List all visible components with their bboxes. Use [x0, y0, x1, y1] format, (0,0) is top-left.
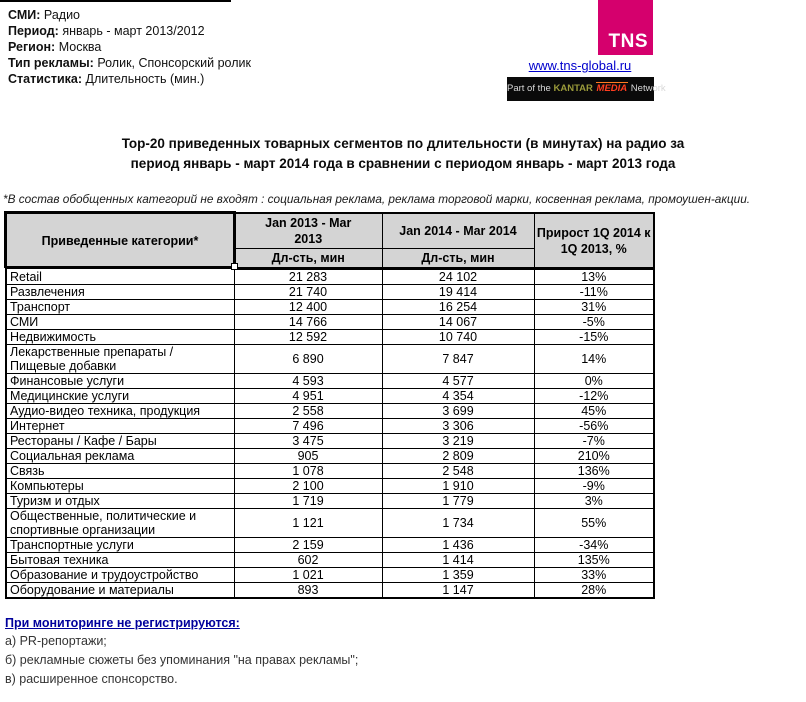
cell-duration-2013: 6 890: [234, 345, 382, 374]
table-row: [6, 479, 654, 494]
cell-category: Бытовая техника: [6, 553, 234, 568]
kantar-brand-text: KANTAR: [553, 83, 593, 94]
cell-duration-2013: 4 951: [234, 389, 382, 404]
period-2013-label: Jan 2013 - Mar 2013: [265, 216, 352, 246]
cell-growth: 0%: [534, 374, 654, 389]
table-row: [6, 285, 654, 300]
cell-category: Транспорт: [6, 300, 234, 315]
cell-growth: -11%: [534, 285, 654, 300]
cell-duration-2013: 893: [234, 583, 382, 599]
cell-duration-2013: 602: [234, 553, 382, 568]
cell-duration-2013: 1 121: [234, 509, 382, 538]
cell-growth: -7%: [534, 434, 654, 449]
tns-global-link[interactable]: www.tns-global.ru: [528, 58, 632, 73]
cell-category: Связь: [6, 464, 234, 479]
cell-duration-2013: 12 400: [234, 300, 382, 315]
cell-growth: 136%: [534, 464, 654, 479]
cell-duration-2014: 1 436: [382, 538, 534, 553]
cell-duration-2014: 14 067: [382, 315, 534, 330]
monitoring-note-item: в) расширенное спонсорство.: [5, 672, 178, 686]
cell-duration-2013: 7 496: [234, 419, 382, 434]
table-row: [6, 538, 654, 553]
cell-duration-2014: 2 809: [382, 449, 534, 464]
cell-growth: 45%: [534, 404, 654, 419]
meta-value: Ролик, Спонсорский ролик: [97, 56, 251, 70]
cell-duration-2013: 2 558: [234, 404, 382, 419]
cell-duration-2013: 4 593: [234, 374, 382, 389]
table-row: [6, 509, 654, 538]
table-row: [6, 404, 654, 419]
cell-duration-2013: 1 719: [234, 494, 382, 509]
meta-value: Длительность (мин.): [85, 72, 205, 86]
cell-duration-2014: 19 414: [382, 285, 534, 300]
table-body: [6, 269, 654, 599]
cell-duration-2014: 1 779: [382, 494, 534, 509]
cell-duration-2014: 16 254: [382, 300, 534, 315]
cell-category: Образование и трудоустройство: [6, 568, 234, 583]
cell-duration-2013: 3 475: [234, 434, 382, 449]
table-row: [6, 434, 654, 449]
cell-duration-2014: 1 147: [382, 583, 534, 599]
cell-category: Общественные, политические и спортивные организации: [6, 509, 234, 538]
cell-duration-2014: 1 910: [382, 479, 534, 494]
table-row: [6, 568, 654, 583]
col-header-growth: Прирост 1Q 2014 к 1Q 2013, %: [534, 213, 654, 269]
cell-duration-2014: 2 548: [382, 464, 534, 479]
subheader-duration-2014: Дл-сть, мин: [382, 249, 534, 269]
kantar-media-banner: [507, 77, 666, 101]
cell-duration-2014: 3 306: [382, 419, 534, 434]
report-title: [0, 134, 806, 174]
meta-label: СМИ:: [8, 8, 41, 22]
table-header: [6, 213, 654, 269]
cell-growth: 55%: [534, 509, 654, 538]
col-header-categories: Приведенные категории*: [6, 213, 234, 269]
cell-duration-2014: 3 699: [382, 404, 534, 419]
table-row: [6, 345, 654, 374]
report-meta: [8, 7, 251, 87]
meta-value: Москва: [58, 40, 102, 54]
col-header-period-2013: [234, 213, 382, 249]
meta-row: [8, 39, 251, 55]
cell-growth: -9%: [534, 479, 654, 494]
cell-duration-2014: 1 359: [382, 568, 534, 583]
cell-growth: -15%: [534, 330, 654, 345]
cell-growth: -12%: [534, 389, 654, 404]
segments-table: [5, 212, 655, 599]
cell-category: Туризм и отдых: [6, 494, 234, 509]
table-row: [6, 449, 654, 464]
cell-growth: 31%: [534, 300, 654, 315]
cell-category: Аудио-видео техника, продукция: [6, 404, 234, 419]
cell-category: Интернет: [6, 419, 234, 434]
kantar-tagline-suffix: Network: [628, 83, 666, 94]
table-row: [6, 269, 654, 285]
cell-category: Медицинские услуги: [6, 389, 234, 404]
cell-duration-2013: 905: [234, 449, 382, 464]
cell-duration-2014: 4 354: [382, 389, 534, 404]
cell-category: Развлечения: [6, 285, 234, 300]
meta-label: Регион:: [8, 40, 56, 54]
cell-category: Социальная реклама: [6, 449, 234, 464]
cell-growth: 14%: [534, 345, 654, 374]
cell-duration-2014: 7 847: [382, 345, 534, 374]
cell-category: Компьютеры: [6, 479, 234, 494]
cell-duration-2014: 1 414: [382, 553, 534, 568]
table-row: [6, 330, 654, 345]
top-border-line: [0, 0, 231, 2]
table-row: [6, 583, 654, 599]
cell-growth: 210%: [534, 449, 654, 464]
tns-logo: [598, 0, 653, 55]
cell-category: Retail: [6, 269, 234, 285]
cell-category: СМИ: [6, 315, 234, 330]
cell-category: Лекарственные препараты / Пищевые добавки: [6, 345, 234, 374]
cell-duration-2013: 1 078: [234, 464, 382, 479]
cell-growth: 33%: [534, 568, 654, 583]
monitoring-note-heading: При мониторинге не регистрируются:: [5, 616, 240, 630]
cell-duration-2013: 2 100: [234, 479, 382, 494]
table-row: [6, 553, 654, 568]
monitoring-note-item: б) рекламные сюжеты без упоминания "на правах рекламы";: [5, 653, 359, 667]
cell-duration-2013: 21 740: [234, 285, 382, 300]
meta-row: [8, 23, 251, 39]
kantar-tagline-prefix: Part of the: [507, 83, 554, 94]
cell-category: Финансовые услуги: [6, 374, 234, 389]
monitoring-note-item: а) PR-репортажи;: [5, 634, 107, 648]
table-row: [6, 300, 654, 315]
cell-duration-2014: 3 219: [382, 434, 534, 449]
cell-duration-2014: 4 577: [382, 374, 534, 389]
meta-label: Статистика:: [8, 72, 83, 86]
meta-label: Тип рекламы:: [8, 56, 94, 70]
cell-duration-2013: 21 283: [234, 269, 382, 285]
tns-logo-text: TNS: [608, 31, 648, 52]
cell-duration-2013: 2 159: [234, 538, 382, 553]
cell-growth: -56%: [534, 419, 654, 434]
meta-row: [8, 55, 251, 71]
meta-value: январь - март 2013/2012: [62, 24, 205, 38]
category-footnote: *В состав обобщенных категорий не входят : социальная реклама, реклама торговой марки, косвенная реклама, промоушен-акции.: [3, 192, 751, 206]
col-header-period-2014: Jan 2014 - Mar 2014: [382, 213, 534, 249]
cell-growth: -5%: [534, 315, 654, 330]
cell-category: Рестораны / Кафе / Бары: [6, 434, 234, 449]
meta-label: Период:: [8, 24, 59, 38]
cell-duration-2013: 14 766: [234, 315, 382, 330]
table-row: [6, 315, 654, 330]
monitoring-notes: [5, 615, 358, 689]
meta-value: Радио: [43, 8, 81, 22]
cell-category: Недвижимость: [6, 330, 234, 345]
cell-duration-2014: 24 102: [382, 269, 534, 285]
cell-duration-2014: 1 734: [382, 509, 534, 538]
cell-category: Транспортные услуги: [6, 538, 234, 553]
cell-growth: 13%: [534, 269, 654, 285]
tns-link-row: [506, 57, 654, 75]
cell-duration-2013: 1 021: [234, 568, 382, 583]
cell-growth: 135%: [534, 553, 654, 568]
table-row: [6, 464, 654, 479]
cell-duration-2014: 10 740: [382, 330, 534, 345]
cell-category: Оборудование и материалы: [6, 583, 234, 599]
meta-row: [8, 71, 251, 87]
cell-growth: 28%: [534, 583, 654, 599]
cell-duration-2013: 12 592: [234, 330, 382, 345]
meta-row: [8, 7, 251, 23]
report-title-line2: период январь - март 2014 года в сравнении с периодом январь - март 2013 года: [130, 156, 676, 171]
subheader-duration-2013: Дл-сть, мин: [234, 249, 382, 269]
cell-growth: -34%: [534, 538, 654, 553]
media-brand-text: MEDIA: [596, 83, 628, 94]
table-row: [6, 389, 654, 404]
report-title-line1: Top-20 приведенных товарных сегментов по длительности (в минутах) на радио за: [121, 136, 685, 151]
table-row: [6, 494, 654, 509]
table-row: [6, 419, 654, 434]
cell-growth: 3%: [534, 494, 654, 509]
table-row: [6, 374, 654, 389]
